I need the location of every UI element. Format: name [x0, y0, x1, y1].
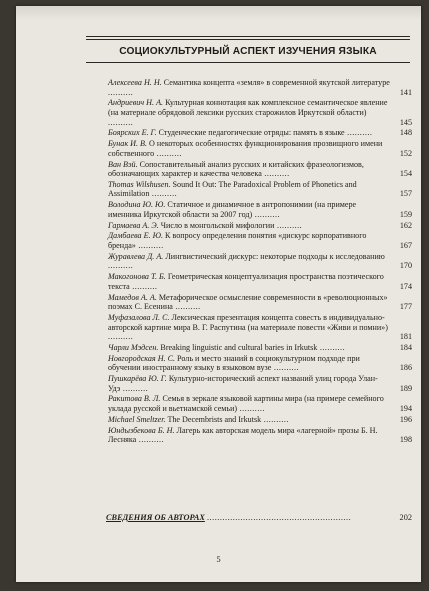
toc-entry-title: Лексическая презентация концепта совесть в индивидуально-авторской картине мира В. Г. Распутина (на материале повести «Живи и помни») [108, 312, 388, 332]
header-rule-top-inner [86, 39, 410, 40]
toc-entry-text [86, 374, 390, 393]
toc-entry[interactable] [86, 139, 412, 158]
toc-entry-title: Breaking linguistic and cultural baries in Irkutsk [160, 342, 318, 352]
toc-entry-title: Семья в зеркале языковой картины мира (на примере семейного уклада русской и вьетнамской семьи) [108, 394, 384, 413]
leader-dots: .......... [172, 302, 201, 312]
toc-entry-page: 194 [399, 404, 412, 413]
toc-entry[interactable] [86, 354, 412, 373]
leader-dots: .......... [237, 404, 265, 413]
header-rule-bottom [86, 62, 410, 63]
leader-dots: .......... [136, 435, 165, 445]
toc-entry[interactable] [86, 374, 412, 393]
toc-entry-text [86, 78, 390, 97]
toc-entry[interactable] [86, 313, 412, 342]
leader-dots: .......... [154, 148, 182, 158]
toc-entry-author: Журавлева Д. А. [108, 251, 164, 261]
toc-entry-page: 170 [399, 261, 412, 271]
toc-entry-text [86, 343, 390, 353]
toc-entry-author: Дамбаева Е. Ю. [108, 231, 163, 241]
toc-entry-title: О некоторых особенностях функционирования прозвищного имени собственного [108, 139, 383, 158]
toc-entry[interactable] [86, 98, 412, 127]
toc-entry-page: 154 [399, 169, 412, 179]
toc-entry-title: The Decembrists and Irkutsk [167, 414, 262, 424]
toc-entry-title: Лагерь как авторская модель мира «лагерной» прозы Б. Н. Лесняка [108, 425, 378, 445]
toc-entry-text [86, 231, 390, 250]
toc-entry-text [86, 415, 390, 425]
authors-info-entry[interactable] [106, 513, 412, 522]
toc-entry-author: Ван Вэй. [108, 159, 138, 169]
toc-entry-title: Sound It Out: The Paradoxical Problem of Phonetics and Assimilation [108, 179, 357, 199]
toc-entry-author: Пушкарёва Ю. Г. [108, 374, 167, 384]
toc-entry[interactable] [86, 343, 412, 353]
toc-entry-title: Число в монгольской мифологии [160, 220, 275, 230]
toc-entry-text [86, 293, 390, 312]
toc-entry-title: Геометрическая концептуализация пространства поэтического текста [108, 272, 384, 291]
toc-entry-page: 141 [399, 87, 412, 97]
toc-entry-page: 186 [399, 363, 412, 373]
table-of-contents [86, 78, 412, 446]
header-rule-top [86, 36, 410, 37]
toc-entry-text [86, 272, 390, 291]
toc-entry-page: 162 [399, 220, 412, 230]
toc-entry-title: Метафорическое осмысление современности в «революционных» поэмах С. Есенина [108, 292, 388, 312]
toc-entry[interactable] [86, 180, 412, 199]
toc-entry-text [86, 221, 390, 231]
toc-entry-author: Новгородская Н. С. [108, 353, 176, 363]
toc-entry-author: Гармаева А. Э. [108, 220, 159, 230]
authors-info-label: СВЕДЕНИЯ ОБ АВТОРАХ [106, 513, 205, 522]
toc-entry-author: Чарли Мэдсен. [108, 342, 159, 352]
toc-entry[interactable] [86, 231, 412, 250]
toc-entry-title: Роль и место знаний в социокультурном подходе при обучении иностранному языку в языковом вузе [108, 353, 360, 373]
toc-entry[interactable] [86, 252, 412, 271]
leader-dots: ........................................................ [206, 513, 352, 522]
leader-dots: .......... [108, 261, 134, 271]
toc-entry-text [86, 128, 390, 138]
toc-entry-author: Муфазалова Л. С. [108, 312, 170, 322]
toc-entry-text [86, 98, 390, 127]
leader-dots: .......... [149, 189, 178, 199]
toc-entry-page: 196 [399, 414, 412, 424]
toc-entry-page: 152 [399, 148, 412, 158]
toc-entry[interactable] [86, 221, 412, 231]
toc-entry-page: 177 [399, 302, 412, 312]
toc-entry-title: Культурная коннотация как комплексное семантическое явление (на материале обрядовой лексики русских старожилов Иркутской области) [108, 98, 388, 117]
toc-entry-page: 148 [399, 128, 412, 138]
toc-entry-text [86, 160, 390, 179]
toc-entry-title: К вопросу определения понятия «дискурс корпоративного бренда» [108, 231, 367, 250]
leader-dots: .......... [108, 117, 134, 127]
toc-entry-author: Мамедов А. А. [108, 292, 157, 302]
toc-entry-title: Лингвистический дискурс: некоторые подходы к исследованию [165, 251, 385, 261]
toc-entry-page: 189 [399, 383, 412, 393]
leader-dots: .......... [274, 220, 303, 230]
toc-entry[interactable] [86, 160, 412, 179]
document-page [16, 6, 421, 582]
toc-entry-page: 181 [399, 332, 412, 342]
toc-entry-page: 167 [399, 241, 412, 250]
toc-entry-author: Thomas Wilshusen. [108, 179, 171, 189]
page-number: 5 [216, 554, 221, 564]
toc-entry-page: 174 [399, 281, 412, 291]
scan-edge [16, 6, 421, 20]
toc-entry-author: Андриевич Н. А. [108, 98, 164, 108]
toc-entry[interactable] [86, 78, 412, 97]
toc-entry-title: Студенческие педагогические отряды: память в языке [158, 128, 345, 138]
toc-entry[interactable] [86, 415, 412, 425]
toc-entry[interactable] [86, 293, 412, 312]
toc-entry-text [86, 313, 390, 342]
leader-dots: .......... [129, 281, 158, 291]
toc-entry-author: Володина Ю. Ю. [108, 200, 166, 210]
toc-entry[interactable] [86, 426, 412, 445]
toc-entry[interactable] [86, 272, 412, 291]
leader-dots: .......... [108, 87, 134, 97]
toc-entry-title: Культурно-исторический аспект названий улиц города Улан-Удэ [108, 374, 378, 393]
toc-entry-page: 157 [399, 189, 412, 199]
toc-entry-author: Алексеева Н. Н. [108, 78, 162, 87]
toc-entry-text [86, 139, 390, 158]
leader-dots: .......... [261, 414, 289, 424]
toc-entry-text [86, 180, 390, 199]
toc-entry-page: 198 [399, 435, 412, 445]
section-title: СОЦИОКУЛЬТУРНЫЙ АСПЕКТ ИЗУЧЕНИЯ ЯЗЫКА [119, 46, 377, 57]
toc-entry-text [86, 426, 390, 445]
toc-entry-page: 184 [399, 342, 412, 352]
leader-dots: .......... [135, 241, 164, 250]
toc-entry-page: 159 [399, 209, 412, 219]
toc-entry-text [86, 200, 390, 219]
toc-entry-text [86, 252, 390, 271]
toc-entry-text [86, 394, 390, 413]
leader-dots: .......... [344, 128, 373, 138]
toc-entry-author: Боярских Е. Г. [108, 128, 157, 138]
toc-entry-title: Сопоставительный анализ русских и китайских фразеологизмов, обозначающих характер и качества человека [108, 159, 364, 179]
toc-entry-author: Макогонова Т. Б. [108, 272, 166, 282]
toc-entry-author: Michael Smeltzer. [108, 414, 166, 424]
toc-entry[interactable] [86, 200, 412, 219]
leader-dots: .......... [271, 363, 300, 373]
toc-entry-text [86, 354, 390, 373]
leader-dots: .......... [120, 383, 149, 393]
leader-dots: .......... [108, 332, 134, 342]
toc-entry-author: Юндызбекова Б. Н. [108, 425, 175, 435]
leader-dots: .......... [317, 342, 346, 352]
toc-entry-page: 145 [399, 117, 412, 127]
toc-entry-title: Статичное и динамичное в антропонимии (на примере именника Иркутской области за 2007 год) [108, 200, 357, 219]
toc-entry-author: Ракитова В. Л. [108, 394, 161, 404]
authors-info-page: 202 [399, 513, 412, 522]
toc-entry[interactable] [86, 128, 412, 138]
toc-entry[interactable] [86, 394, 412, 413]
leader-dots: .......... [261, 169, 290, 179]
toc-entry-author: Бунак И. В. [108, 139, 147, 149]
leader-dots: .......... [252, 209, 280, 219]
toc-entry-title: Семантика концепта «земля» в современной якутской литературе [163, 78, 390, 87]
